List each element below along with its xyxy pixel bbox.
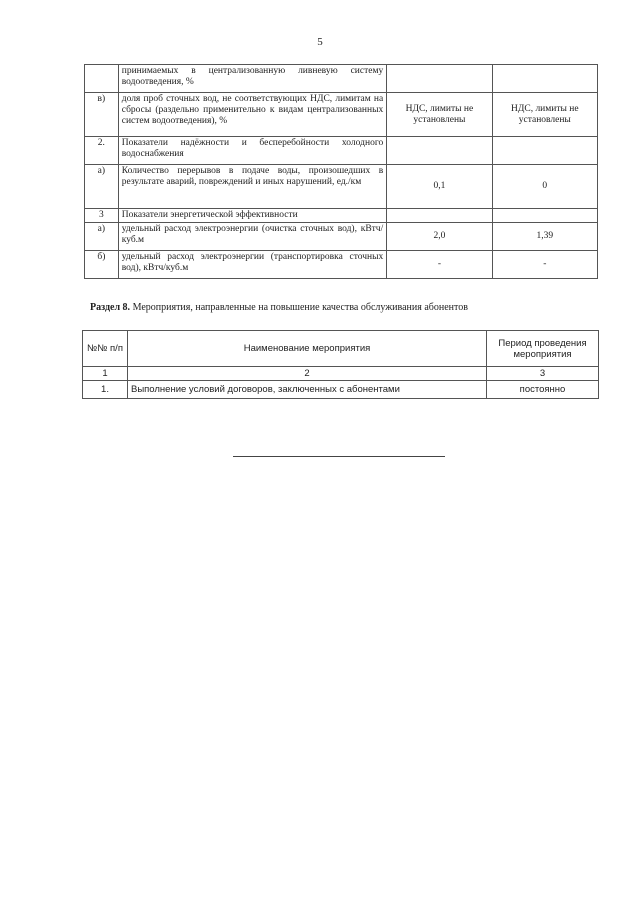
- row-number: а): [85, 223, 119, 251]
- header-period: Период проведения мероприятия: [487, 331, 599, 367]
- column-number-2: 2: [128, 367, 487, 381]
- table-row: [85, 137, 598, 165]
- indicator-value-2: [492, 209, 597, 223]
- row-number: [85, 65, 119, 93]
- indicator-name: удельный расход электроэнергии (транспортировка сточных вод), кВтч/куб.м: [118, 251, 387, 279]
- table-row: [83, 381, 599, 399]
- measure-number: 1.: [83, 381, 128, 399]
- row-number: в): [85, 93, 119, 137]
- table-row: [85, 209, 598, 223]
- indicator-name: удельный расход электроэнергии (очистка сточных вод), кВтч/куб.м: [118, 223, 387, 251]
- table-row: [85, 165, 598, 209]
- indicator-name: принимаемых в централизованную ливневую систему водоотведения, %: [118, 65, 387, 93]
- indicator-name: Показатели надёжности и бесперебойности холодного водоснабжения: [118, 137, 387, 165]
- section-8-title: Раздел 8.: [90, 302, 131, 313]
- table-row: [85, 65, 598, 93]
- header-number: №№ п/п: [83, 331, 128, 367]
- indicator-value-2: 0: [492, 165, 597, 209]
- indicator-value-2: [492, 137, 597, 165]
- indicator-value-2: НДС, лимиты не установлены: [492, 93, 597, 137]
- section-8-text: Мероприятия, направленные на повышение качества обслуживания абонентов: [132, 302, 468, 313]
- indicator-value-1: [387, 65, 492, 93]
- indicator-value-2: 1,39: [492, 223, 597, 251]
- table-row: [85, 93, 598, 137]
- page-number: 5: [317, 36, 323, 48]
- table-row: [85, 251, 598, 279]
- indicator-value-1: [387, 209, 492, 223]
- indicator-value-1: 2,0: [387, 223, 492, 251]
- row-number: 3: [85, 209, 119, 223]
- header-row: [83, 331, 599, 367]
- row-number: б): [85, 251, 119, 279]
- indicator-value-2: -: [492, 251, 597, 279]
- indicator-value-1: [387, 137, 492, 165]
- measure-name: Выполнение условий договоров, заключенных с абонентами: [128, 381, 487, 399]
- column-number-row: [83, 367, 599, 381]
- indicator-value-1: 0,1: [387, 165, 492, 209]
- indicator-value-1: -: [387, 251, 492, 279]
- indicator-name: Показатели энергетической эффективности: [118, 209, 387, 223]
- row-number: 2.: [85, 137, 119, 165]
- header-measure-name: Наименование мероприятия: [128, 331, 487, 367]
- signature-line: [233, 456, 445, 457]
- indicator-value-1: НДС, лимиты не установлены: [387, 93, 492, 137]
- indicator-name: доля проб сточных вод, не соответствующих НДС, лимитам на сбросы (раздельно применительно к видам централизованных систем водоотведения), %: [118, 93, 387, 137]
- indicator-name: Количество перерывов в подаче воды, произошедших в результате аварий, повреждений и иных нарушений, ед./км: [118, 165, 387, 209]
- table-row: [85, 223, 598, 251]
- column-number-3: 3: [487, 367, 599, 381]
- column-number-1: 1: [83, 367, 128, 381]
- row-number: а): [85, 165, 119, 209]
- section-8-heading: [90, 302, 468, 313]
- measures-table: [82, 330, 599, 399]
- indicators-table: [84, 64, 598, 279]
- indicator-value-2: [492, 65, 597, 93]
- measure-period: постоянно: [487, 381, 599, 399]
